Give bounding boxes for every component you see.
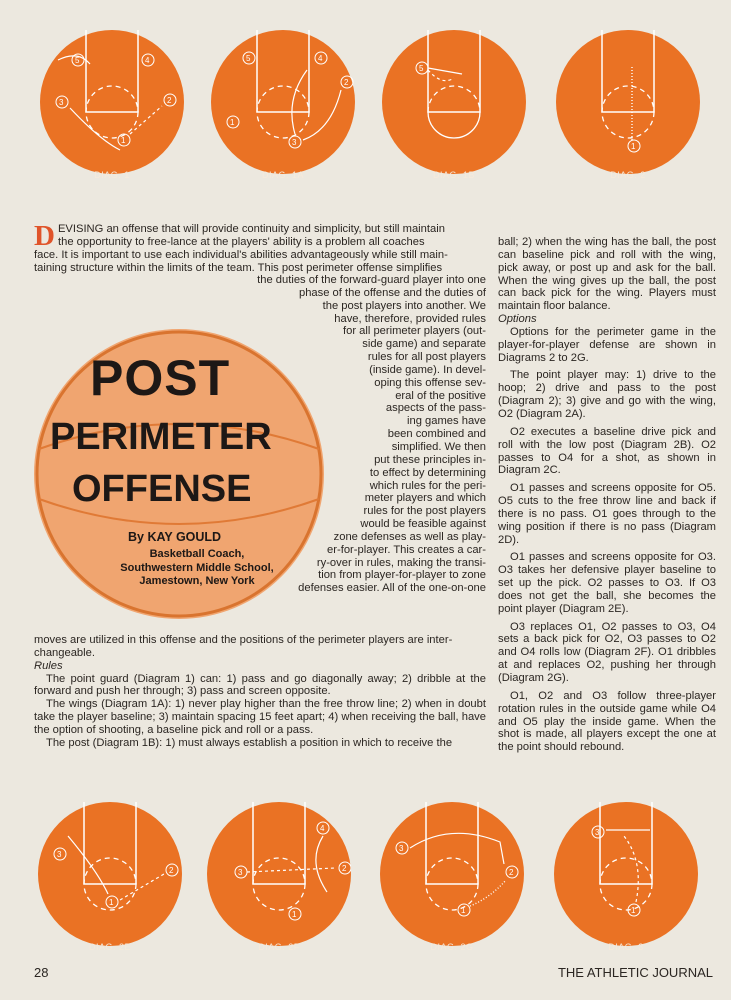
svg-text:5: 5	[75, 56, 80, 65]
text-line: changeable.	[34, 646, 95, 659]
svg-text:1: 1	[292, 910, 297, 919]
court-diagram	[211, 30, 355, 174]
text-line: tion from player-for-player to zone	[318, 569, 486, 582]
author-byline: By KAY GOULD	[128, 530, 222, 544]
svg-text:1: 1	[109, 898, 114, 907]
diagram-2f	[207, 802, 351, 966]
diagram-caption: DIAG. 1	[94, 170, 130, 180]
paragraph: The wings (Diagram 1A): 1) never play higher than the free throw line; 2) when in doubt take the player baseline; 3) maintain spacing 15 feet apart; 4) when receiving the ball, have the option of shooting, a baseline pick and roll or a pass.	[34, 698, 486, 736]
svg-text:3: 3	[292, 138, 297, 147]
page-number: 28	[34, 965, 49, 980]
svg-text:1: 1	[631, 906, 636, 915]
svg-text:3: 3	[238, 868, 243, 877]
text-line: moves are utilized in this offense and the positions of the perimeter players are inter-	[34, 634, 453, 646]
text-line: eral of the positive	[395, 389, 486, 402]
text-line: the post players into another. We	[322, 299, 486, 312]
paragraph: The post (Diagram 1B): 1) must always establish a position in which to receive the	[46, 736, 453, 749]
options-heading: Options	[498, 313, 537, 326]
court-diagram	[207, 802, 351, 946]
intro-block	[34, 220, 486, 274]
text-line: defenses easier. All of the one-on-one	[298, 582, 486, 595]
text-line: simplified. We then	[391, 440, 486, 453]
svg-text:2: 2	[509, 868, 514, 877]
drop-cap: D	[34, 220, 55, 252]
text-line: ry-over in rules, making the transi-	[316, 556, 486, 569]
svg-text:1: 1	[121, 136, 126, 145]
paragraph: O3 replaces O1, O2 passes to O3, O4 sets a back pick for O2, O3 passes to O2 and O4 rolls low (Diagram 2F). O1 dribbles at and replaces O2, pushing her through (Diagram 2G).	[498, 620, 716, 684]
svg-text:3: 3	[57, 850, 62, 859]
paragraph: O1, O2 and O3 follow three-player rotation rules in the outside game while O4 and O5 play the inside game. When the shot is made, all players except the one at the point should rebound.	[498, 689, 716, 754]
text-line: would be feasible against	[360, 518, 486, 531]
text-line: rules for all post players	[367, 351, 486, 364]
court-diagram	[40, 30, 184, 174]
text-line: been combined and	[387, 428, 486, 441]
court-diagram	[382, 30, 526, 174]
rules-heading: Rules	[34, 659, 63, 672]
diagram-2	[556, 30, 700, 194]
paragraph: O2 executes a baseline drive pick and roll with the low post (Diagram 2B). O2 passes to O4 for a shot, as shown in Diagram 2C.	[498, 425, 716, 477]
svg-text:1: 1	[631, 142, 636, 151]
svg-text:4: 4	[320, 824, 325, 833]
diagram-caption: DIAG. 3	[608, 942, 644, 952]
paragraph: The point player may: 1) drive to the hoop; 2) drive and pass to the post (Diagram 2); 3) give and go with the wing, O2 (Diagram 2A).	[498, 369, 716, 420]
svg-text:1: 1	[230, 118, 235, 127]
right-column	[498, 236, 716, 754]
diagram-caption: DIAG. 1A	[261, 170, 304, 180]
title-line-1: POST	[90, 350, 231, 406]
author-affiliation	[92, 548, 302, 589]
text-line: aspects of the pass-	[385, 402, 486, 415]
journal-name: THE ATHLETIC JOURNAL	[557, 965, 713, 980]
court-diagram	[556, 30, 700, 174]
title-line-3: OFFENSE	[72, 468, 252, 510]
text-line: ing games have	[407, 415, 486, 428]
text-line: taining structure within the limits of the team. This post perimeter offense simplifies	[34, 261, 443, 274]
svg-text:3: 3	[595, 828, 600, 837]
diagram-caption: DIAG. 2E	[88, 942, 131, 952]
paragraph: O1 passes and screens opposite for O5. O5 cuts to the free throw line and back if there is no pass. O1 goes through to the wing position if there is no pass (Diagram 2D).	[498, 482, 716, 546]
diagram-3	[554, 802, 698, 966]
svg-text:3: 3	[59, 98, 64, 107]
text-line: the duties of the forward-guard player into one	[257, 274, 486, 286]
svg-text:5: 5	[419, 64, 424, 73]
text-line: meter players and which	[364, 492, 486, 505]
paragraph: ball; 2) when the wing has the ball, the post can baseline pick and roll with the wing, pick away, or post up and ask for the ball. When the wing gives up the ball, the post can back pick for the wing. Players must maintain floor balance.	[498, 236, 716, 313]
svg-text:4: 4	[318, 54, 323, 63]
affiliation-line: Jamestown, New York	[139, 575, 255, 587]
diagram-1b	[382, 30, 526, 194]
diagram-1a	[211, 30, 355, 194]
diagram-caption: DIAG. 2	[610, 170, 646, 180]
diagram-2g	[380, 802, 524, 966]
text-line: EVISING an offense that will provide continuity and simplicity, but still maintain	[57, 223, 445, 235]
svg-text:1: 1	[461, 906, 466, 915]
rules-block	[34, 634, 486, 750]
diagram-caption: DIAG. 2F	[258, 942, 300, 952]
text-line: er-for-player. This creates a car-	[327, 543, 486, 556]
text-line: rules for the post players	[363, 505, 486, 518]
text-line: put these principles in-	[374, 453, 486, 466]
text-line: have, therefore, provided rules	[334, 312, 486, 325]
svg-text:5: 5	[246, 54, 251, 63]
text-line: side game) and separate	[362, 338, 486, 351]
svg-text:2: 2	[342, 864, 347, 873]
text-line: to effect by determining	[369, 466, 486, 479]
text-line: (inside game). In devel-	[369, 363, 486, 376]
text-line: which rules for the peri-	[369, 479, 486, 492]
svg-text:2: 2	[169, 866, 174, 875]
court-diagram	[38, 802, 182, 946]
court-diagram	[554, 802, 698, 946]
diagram-2e	[38, 802, 182, 966]
svg-text:2: 2	[167, 96, 172, 105]
svg-text:2: 2	[344, 78, 349, 87]
text-line: the opportunity to free-lance at the players' ability is a problem all coaches	[58, 235, 425, 248]
text-line: oping this offense sev-	[374, 376, 486, 389]
paragraph: Options for the perimeter game in the player-for-player defense are shown in Diagrams 2 to 2G.	[498, 325, 716, 364]
affiliation-line: Basketball Coach,	[149, 548, 245, 560]
paragraph: The point guard (Diagram 1) can: 1) pass and go diagonally away; 2) dribble at the forward and push her through; 3) pass and screen opposite.	[34, 672, 486, 698]
text-line: for all perimeter players (out-	[342, 325, 486, 338]
diagram-1	[40, 30, 184, 194]
court-diagram	[380, 802, 524, 946]
text-line: face. It is important to use each individual's abilities advantageously while still main-	[34, 248, 448, 261]
diagram-caption: DIAG. 2G	[430, 942, 474, 952]
affiliation-line: Southwestern Middle School,	[120, 561, 274, 574]
paragraph: O1 passes and screens opposite for O3. O3 takes her defensive player baseline to set up the pick. O2 passes to O3. If O3 does not get the ball, she becomes the point player (Diagram 2E).	[498, 551, 716, 615]
text-line: phase of the offense and the duties of	[298, 286, 486, 299]
text-line: zone defenses as well as play-	[333, 530, 486, 543]
title-line-2: PERIMETER	[50, 416, 272, 458]
diagram-caption: DIAG. 1B	[432, 170, 475, 180]
svg-text:3: 3	[399, 844, 404, 853]
svg-text:4: 4	[145, 56, 150, 65]
